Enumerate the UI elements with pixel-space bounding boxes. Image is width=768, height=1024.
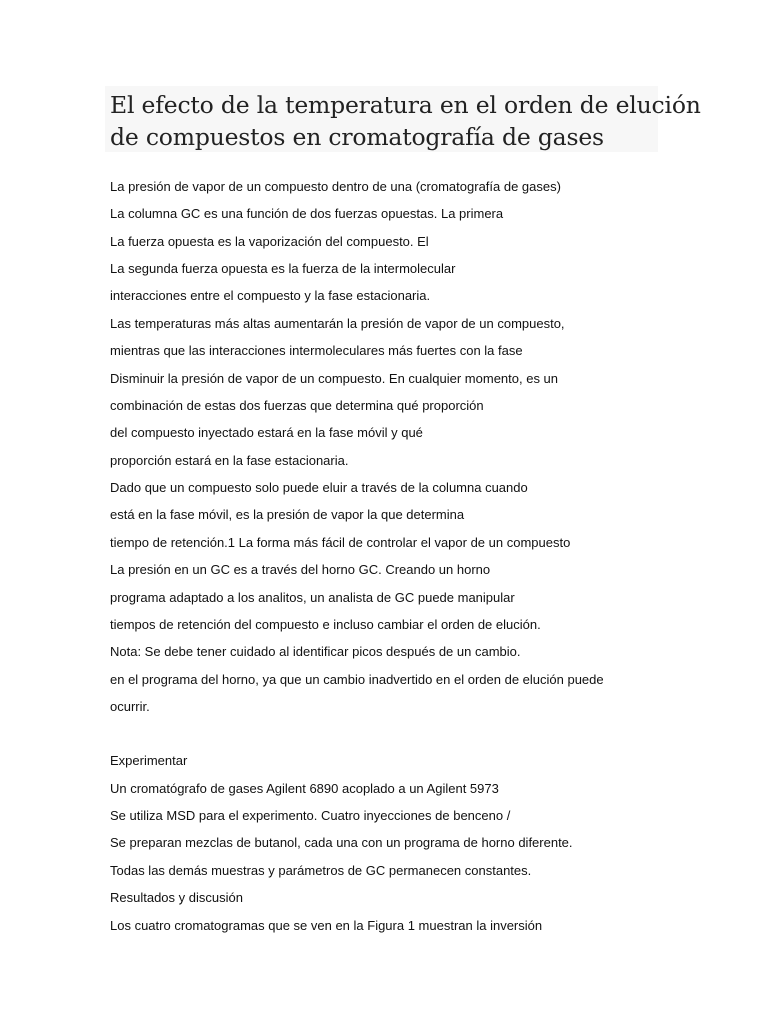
section-heading: Experimentar <box>110 753 188 768</box>
paragraph-line: Se utiliza MSD para el experimento. Cuatro inyecciones de benceno / <box>110 808 511 823</box>
paragraph-line: tiempos de retención del compuesto e incluso cambiar el orden de elución. <box>110 617 541 632</box>
paragraph-line: ocurrir. <box>110 699 150 714</box>
paragraph-line: programa adaptado a los analitos, un analista de GC puede manipular <box>110 590 515 605</box>
paragraph-line: Un cromatógrafo de gases Agilent 6890 acoplado a un Agilent 5973 <box>110 781 499 796</box>
paragraph-line: tiempo de retención.1 La forma más fácil de controlar el vapor de un compuesto <box>110 535 571 550</box>
paragraph-line: Se preparan mezclas de butanol, cada una con un programa de horno diferente. <box>110 835 573 850</box>
paragraph-line: mientras que las interacciones intermoleculares más fuertes con la fase <box>110 343 523 358</box>
paragraph-line: en el programa del horno, ya que un cambio inadvertido en el orden de elución puede <box>110 672 604 687</box>
paragraph-line: La columna GC es una función de dos fuerzas opuestas. La primera <box>110 206 504 221</box>
paragraph-line: del compuesto inyectado estará en la fase móvil y qué <box>110 425 423 440</box>
paragraph-line: La segunda fuerza opuesta es la fuerza de la intermolecular <box>110 261 456 276</box>
paragraph-line: Todas las demás muestras y parámetros de GC permanecen constantes. <box>110 863 532 878</box>
paragraph-line: está en la fase móvil, es la presión de vapor la que determina <box>110 507 465 522</box>
title-line: de compuestos en cromatografía de gases <box>110 123 604 151</box>
paragraph-line: Nota: Se debe tener cuidado al identificar picos después de un cambio. <box>110 644 521 659</box>
paragraph-line: Dado que un compuesto solo puede eluir a través de la columna cuando <box>110 480 528 495</box>
title-line: El efecto de la temperatura en el orden de elución <box>110 91 701 119</box>
paragraph-line: Los cuatro cromatogramas que se ven en la Figura 1 muestran la inversión <box>110 918 543 933</box>
paragraph-line: La presión en un GC es a través del horno GC. Creando un horno <box>110 562 491 577</box>
section-heading: Resultados y discusión <box>110 890 243 905</box>
document-title <box>105 86 701 152</box>
paragraph-line: combinación de estas dos fuerzas que determina qué proporción <box>110 398 484 413</box>
paragraph-line: proporción estará en la fase estacionaria. <box>110 453 349 468</box>
paragraph-line: Las temperaturas más altas aumentarán la presión de vapor de un compuesto, <box>110 316 565 331</box>
paragraph-line: Disminuir la presión de vapor de un compuesto. En cualquier momento, es un <box>110 371 559 386</box>
paragraph-line: La presión de vapor de un compuesto dentro de una (cromatografía de gases) <box>110 179 561 194</box>
paragraph-line: interacciones entre el compuesto y la fase estacionaria. <box>110 288 431 303</box>
paragraph-line: La fuerza opuesta es la vaporización del compuesto. El <box>110 234 429 249</box>
